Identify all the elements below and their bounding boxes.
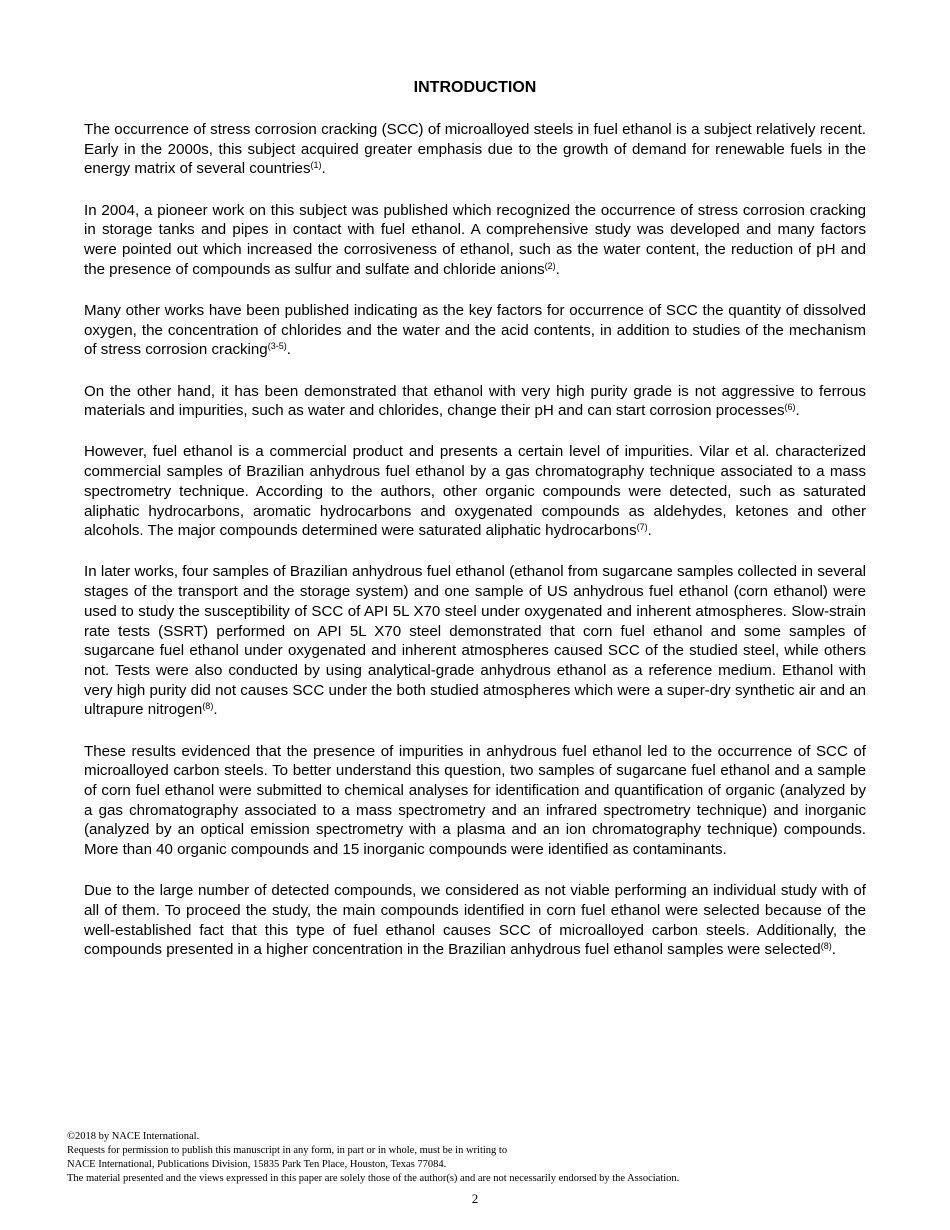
paragraph-3: Many other works have been published indicating as the key factors for occurrence of SCC the quantity of dissolved oxygen, the concentration of chlorides and the water and the acid contents, in addition to studies of the mechanism of stress corrosion cracking$^{(3-5)}$. <box>84 301 866 359</box>
section-heading: INTRODUCTION <box>413 79 537 96</box>
paragraph-4: On the other hand, it has been demonstrated that ethanol with very high purity grade is not aggressive to ferrous materials and impurities, such as water and chlorides, change their pH and can start corrosion processes$^{(6)}$. <box>84 382 866 420</box>
paragraph-6: In later works, four samples of Brazilian anhydrous fuel ethanol (ethanol from sugarcane samples collected in several stages of the transport and the storage system) and one sample of US anhydrous fuel ethanol (corn ethanol) were used to study the susceptibility of SCC of API 5L X70 steel under oxygenated and inherent atmospheres. Slow-strain rate tests (SSRT) performed on API 5L X70 steel demonstrated that corn fuel ethanol and some samples of sugarcane fuel ethanol under oxygenated and inherent atmospheres caused SCC of the studied steel, while others not. Tests were also conducted by using analytical-grade anhydrous ethanol as a reference medium. Ethanol with very high purity did not causes SCC under the both studied atmospheres which were a super-dry synthetic air and an ultrapure nitrogen$^{(8)}$. <box>84 563 866 719</box>
copyright-footer <box>67 1130 887 1186</box>
disclaimer-line: The material presented and the views expressed in this paper are solely those of the author(s) and are not necessarily endorsed by the Association. <box>67 1173 680 1184</box>
paragraph-2: In 2004, a pioneer work on this subject was published which recognized the occurrence of stress corrosion cracking in storage tanks and pipes in contact with fuel ethanol. A comprehensive study was developed and many factors were pointed out which increased the corrosiveness of ethanol, such as the water content, the reduction of pH and the presence of compounds as sulfur and sulfate and chloride anions$^{(2)}$. <box>84 201 866 278</box>
citation-ref: (3-5) <box>267 341 287 352</box>
section-body <box>84 120 866 982</box>
paragraph-5: However, fuel ethanol is a commercial product and presents a certain level of impurities. Vilar et al. characterized commercial samples of Brazilian anhydrous fuel ethanol by a gas chromatography technique associated to a mass spectrometry technique. According to the authors, other organic compounds were detected, such as saturated aliphatic hydrocarbons, aromatic hydrocarbons and oxygenated compounds as aldehydes, ketones and other alcohols. The major compounds determined were saturated aliphatic hydrocarbons$^{(7)}$. <box>84 443 866 540</box>
permission-line: Requests for permission to publish this manuscript in any form, in part or in whole, must be in writing to <box>67 1145 508 1156</box>
paragraph-7: These results evidenced that the presence of impurities in anhydrous fuel ethanol led to the occurrence of SCC of microalloyed carbon steels. To better understand this question, two samples of sugarcane fuel ethanol and a sample of corn fuel ethanol were submitted to chemical analyses for identification and quantification of organic (analyzed by a gas chromatography associated to a mass spectrometry and an infrared spectrometry technique) and inorganic (analyzed by an optical emission spectrometry with a plasma and an ion chromatography technique) compounds. More than 40 organic compounds and 15 inorganic compounds were identified as contaminants. <box>84 742 866 859</box>
copyright-line: ©2018 by NACE International. <box>67 1131 200 1142</box>
paragraph-1: The occurrence of stress corrosion cracking (SCC) of microalloyed steels in fuel ethanol is a subject relatively recent. Early in the 2000s, this subject acquired greater emphasis due to the growth of demand for renewable fuels in the energy matrix of several countries$^{(1)}$. <box>84 121 866 178</box>
citation-ref: (8) <box>202 701 214 712</box>
citation-ref: (2) <box>544 260 556 271</box>
citation-ref: (8) <box>820 941 832 952</box>
address-line: NACE International, Publications Division, 15835 Park Ten Place, Houston, Texas 77084. <box>67 1159 447 1170</box>
citation-ref: (1) <box>310 160 322 171</box>
page-number: 2 <box>471 1191 479 1206</box>
citation-ref: (7) <box>636 522 648 533</box>
citation-ref: (6) <box>784 402 796 413</box>
paragraph-8: Due to the large number of detected compounds, we considered as not viable performing an individual study with of all of them. To proceed the study, the main compounds identified in corn fuel ethanol were selected because of the well-established fact that this type of fuel ethanol causes SCC of microalloyed carbon steels. Additionally, the compounds presented in a higher concentration in the Brazilian anhydrous fuel ethanol samples were selected$^{(8)}$. <box>84 882 866 959</box>
